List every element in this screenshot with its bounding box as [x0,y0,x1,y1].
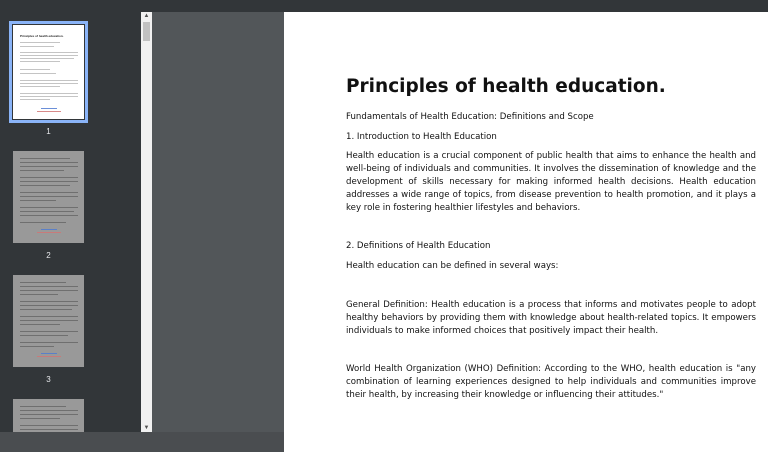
page-number-3: 3 [46,375,51,384]
scroll-down-icon[interactable]: ▼ [143,425,150,431]
page-number-1: 1 [46,127,51,136]
sidebar-scrollbar[interactable] [141,12,152,432]
page-thumbnail-2[interactable] [13,151,84,243]
document-title: Principles of health education. [346,76,666,97]
page-thumbnail-3[interactable] [13,275,84,367]
thumbnail-sidebar [0,12,141,432]
section-1-heading: 1. Introduction to Health Education [346,132,497,142]
definition-who: World Health Organization (WHO) Definition: According to the WHO, health education is "any combination of learning experiences designed to help individuals and communities improve their health, by increasing their knowledge or influencing their attitudes." [346,364,756,400]
document-page [284,12,768,452]
viewer-background [152,12,284,432]
section-1-body: Health education is a crucial component of public health that aims to enhance the health and well-being of individuals and communities. It involves the dissemination of knowledge and the development of skills necessary for making informed health decisions. Health education addresses a wide range of topics, from disease prevention to health promotion, and it plays a key role in fostering healthier lifestyles and behaviors. [346,151,756,213]
scroll-up-icon[interactable]: ▲ [143,13,150,19]
scrollbar-thumb[interactable] [143,22,150,41]
section-2-heading: 2. Definitions of Health Education [346,241,491,251]
document-subtitle: Fundamentals of Health Education: Definitions and Scope [346,112,594,122]
thumbnail-title: Principles of health education. [20,34,64,38]
viewer-toolbar [0,0,768,12]
page-thumbnail-1[interactable] [13,25,84,119]
page-number-2: 2 [46,251,51,260]
section-2-intro: Health education can be defined in several ways: [346,261,559,271]
page-thumbnail-4[interactable] [13,399,84,432]
definition-general: General Definition: Health education is a process that informs and motivates people to adopt healthy behaviors by providing them with knowledge about health-related topics. It empowers individuals to make informed choices that positively impact their health. [346,300,756,336]
